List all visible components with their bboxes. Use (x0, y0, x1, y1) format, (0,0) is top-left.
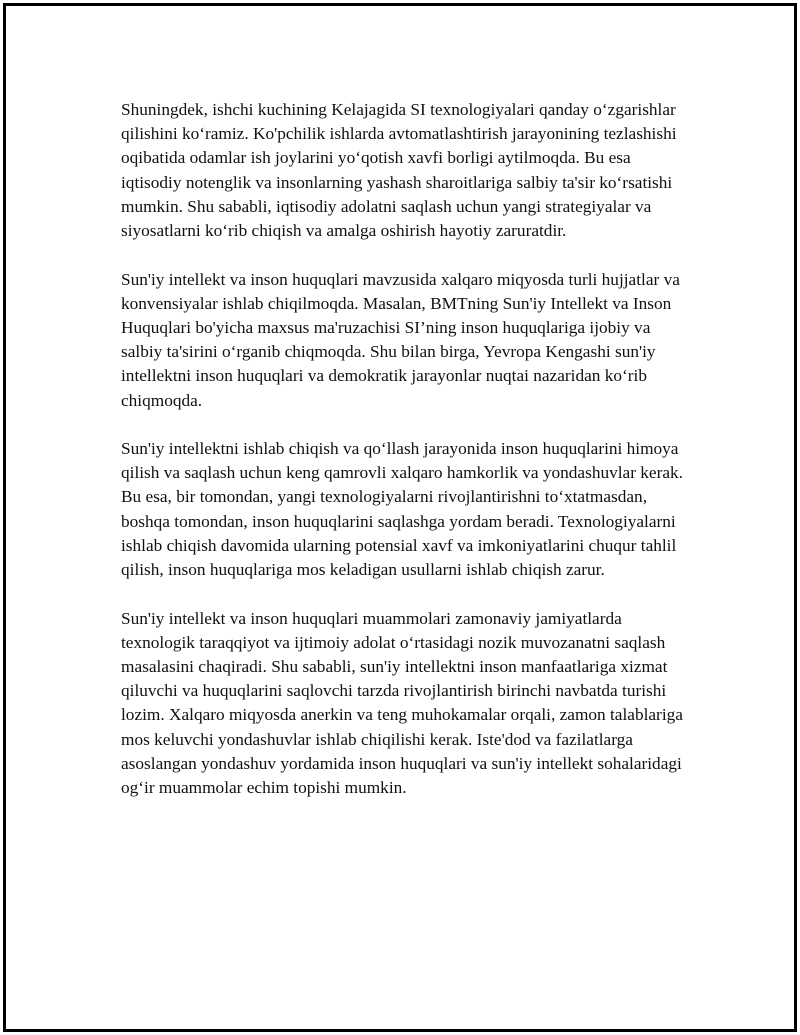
paragraph-1: Shuningdek, ishchi kuchining Kelajagida SI texnologiyalari qanday o‘zgarishlar qilishini ko‘ramiz. Ko'pchilik ishlarda avtomatlashtirish jarayonining tezlashishi oqibatida odamlar ish joylarini yo‘qotish xavfi borligi aytilmoqda. Bu esa iqtisodiy notenglik va insonlarning yashash sharoitlariga salbiy ta'sir ko‘rsatishi mumkin. Shu sababli, iqtisodiy adolatni saqlash uchun yangi strategiyalar va siyosatlarni ko‘rib chiqish va amalga oshirish hayotiy zaruratdir. (121, 100, 677, 241)
document-body (121, 98, 693, 824)
paragraph-2: Sun'iy intellekt va inson huquqlari mavzusida xalqaro miqyosda turli hujjatlar va konvensiyalar ishlab chiqilmoqda. Masalan, BMTning Sun'iy Intellekt va Inson Huquqlari bo'yicha maxsus ma'ruzachisi SI’ning inson huquqlariga ijobiy va salbiy ta'sirini o‘rganib chiqmoqda. Shu bilan birga, Yevropa Kengashi sun'iy intellektni inson huquqlari va demokratik jarayonlar nuqtai nazaridan ko‘rib chiqmoqda. (121, 269, 680, 410)
paragraph-3: Sun'iy intellektni ishlab chiqish va qo‘llash jarayonida inson huquqlarini himoya qilish va saqlash uchun keng qamrovli xalqaro hamkorlik va yondashuvlar kerak. Bu esa, bir tomondan, yangi texnologiyalarni rivojlantirishni to‘xtatmasdan, boshqa tomondan, inson huquqlarini saqlashga yordam beradi. Texnologiyalarni ishlab chiqish davomida ularning potensial xavf va imkoniyatlarini chuqur tahlil qilish, inson huquqlariga mos keladigan usullarni ishlab chiqish zarur. (121, 439, 683, 580)
page-border (3, 3, 797, 1032)
paragraph-4: Sun'iy intellekt va inson huquqlari muammolari zamonaviy jamiyatlarda texnologik taraqqiyot va ijtimoiy adolat o‘rtasidagi nozik muvozanatni saqlash masalasini chaqiradi. Shu sababli, sun'iy intellektni inson manfaatlariga xizmat qiluvchi va huquqlarini saqlovchi tarzda rivojlantirish birinchi navbatda turishi lozim. Xalqaro miqyosda anerkin va teng muhokamalar orqali, zamon talablariga mos keluvchi yondashuvlar ishlab chiqilishi kerak. Iste'dod va fazilatlarga asoslangan yondashuv yordamida inson huquqlari va sun'iy intellekt sohalaridagi og‘ir muammolar echim topishi mumkin. (121, 608, 683, 797)
